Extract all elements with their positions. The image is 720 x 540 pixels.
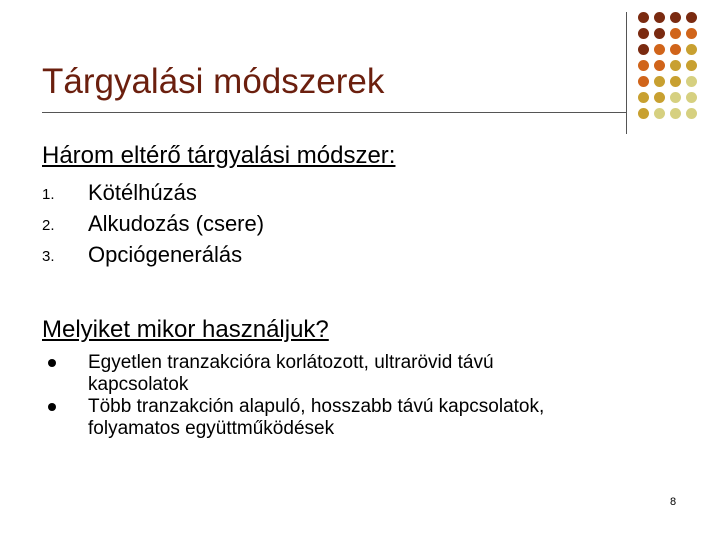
decorative-dot xyxy=(670,12,681,23)
methods-heading: Három eltérő tárgyalási módszer: xyxy=(42,142,396,169)
decorative-dot xyxy=(654,76,665,87)
decorative-dot xyxy=(638,108,649,119)
decorative-dot xyxy=(686,12,697,23)
decorative-dot xyxy=(654,92,665,103)
list-text: Opciógenerálás xyxy=(88,242,243,267)
decorative-dot xyxy=(638,76,649,87)
list-text: Alkudozás (csere) xyxy=(88,211,265,236)
decorative-dot xyxy=(686,44,697,55)
list-text-line: kapcsolatok xyxy=(88,374,189,395)
list-text-line: Egyetlen tranzakcióra korlátozott, ultrarövid távú xyxy=(88,352,494,373)
decorative-dot xyxy=(670,28,681,39)
decorative-dot xyxy=(654,44,665,55)
decorative-dot xyxy=(654,28,665,39)
list-item xyxy=(42,396,708,440)
decorative-dot xyxy=(686,28,697,39)
usage-heading: Melyiket mikor használjuk? xyxy=(42,316,329,343)
decorative-dot xyxy=(638,44,649,55)
bullet-icon xyxy=(48,403,56,411)
decorative-dot xyxy=(670,92,681,103)
decorative-dot xyxy=(638,28,649,39)
vertical-divider xyxy=(626,12,627,134)
decorative-dot xyxy=(654,60,665,71)
decorative-dot xyxy=(686,92,697,103)
title-underline xyxy=(42,112,627,113)
decorative-dot xyxy=(670,76,681,87)
list-number: 2. xyxy=(42,217,55,234)
decorative-dot xyxy=(686,60,697,71)
decorative-dot xyxy=(638,60,649,71)
decorative-dot xyxy=(670,108,681,119)
list-number: 1. xyxy=(42,186,55,203)
page-number: 8 xyxy=(670,496,677,508)
slide-title: Tárgyalási módszerek xyxy=(42,62,385,101)
list-number: 3. xyxy=(42,248,55,265)
decorative-dot xyxy=(654,12,665,23)
decorative-dot xyxy=(638,92,649,103)
decorative-dot xyxy=(686,108,697,119)
list-text: Kötélhúzás xyxy=(88,180,197,205)
decorative-dot xyxy=(654,108,665,119)
list-text-line: Több tranzakción alapuló, hosszabb távú kapcsolatok, xyxy=(88,396,545,417)
list-text-line: folyamatos együttműködések xyxy=(88,418,335,439)
decorative-dot xyxy=(686,76,697,87)
decorative-dot xyxy=(670,60,681,71)
usage-list xyxy=(42,352,708,440)
bullet-icon xyxy=(48,359,56,367)
decorative-dot xyxy=(638,12,649,23)
list-item xyxy=(42,352,708,396)
decorative-dot xyxy=(670,44,681,55)
